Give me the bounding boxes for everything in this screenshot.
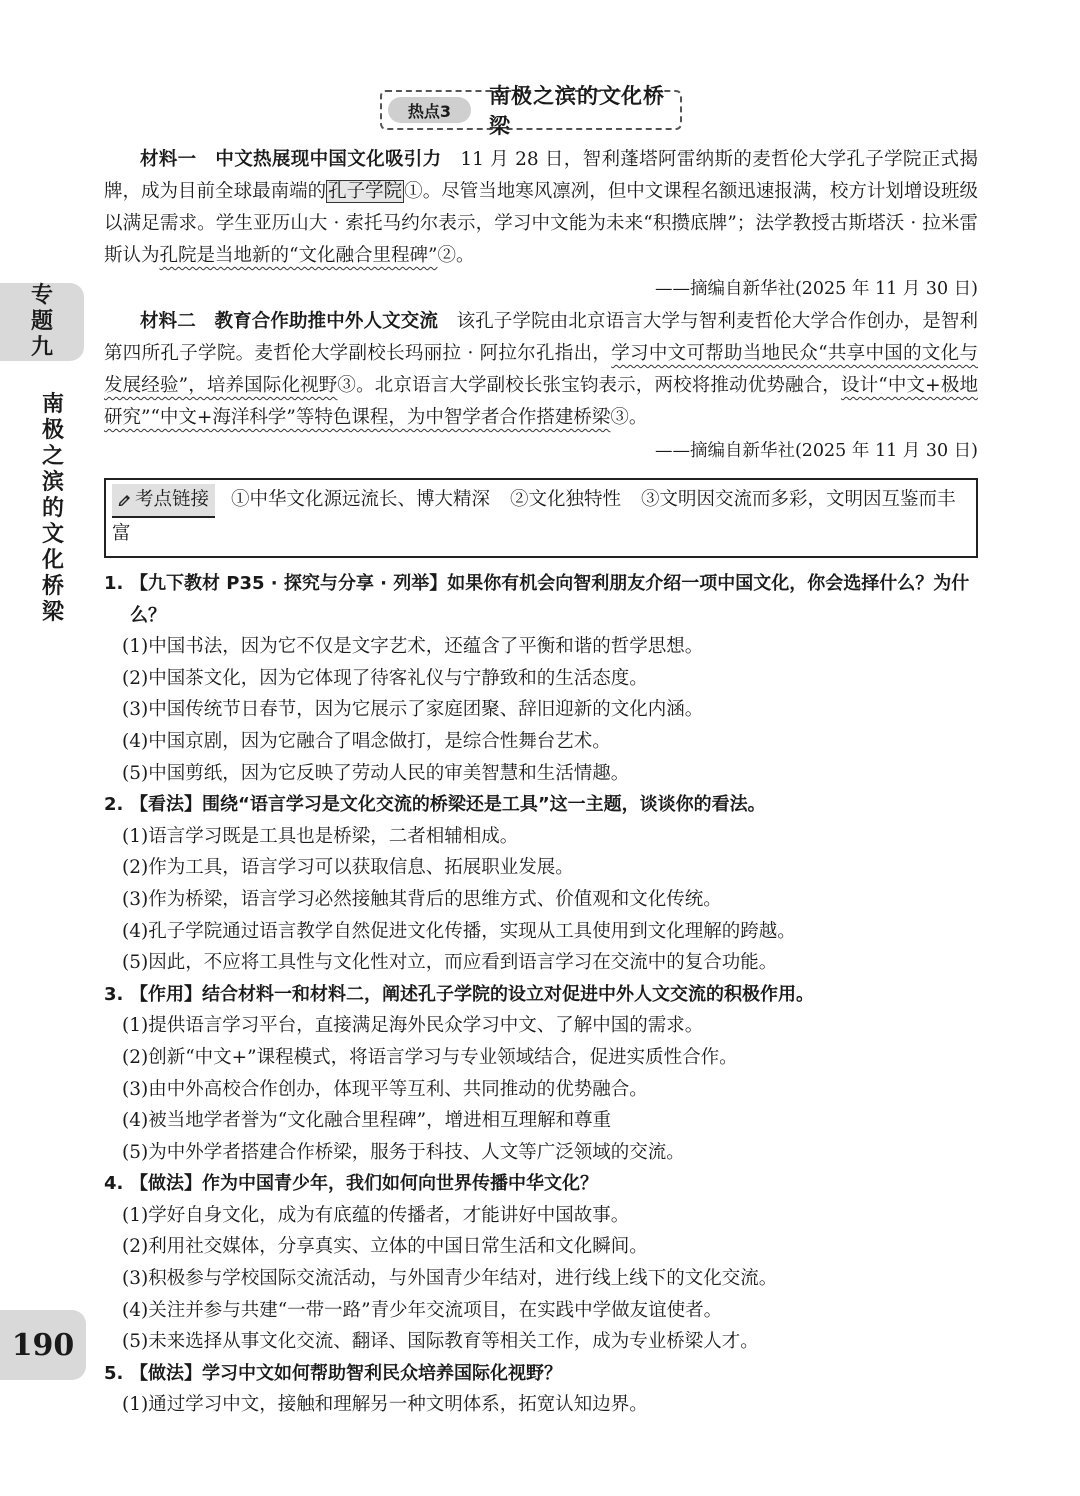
answer-item: (5)为中外学者搭建合作桥梁，服务于科技、人文等广泛领域的交流。: [122, 1141, 685, 1163]
footnote-mark: ③: [337, 375, 357, 396]
highlighted-term: 孔子学院: [328, 181, 403, 202]
material-two-text: 该孔子学院由北京语言大学与智利麦哲伦大学合作创办，是智利第四所孔子学院。麦哲伦大学副校长玛丽拉 · 阿拉尔孔指出，: [104, 311, 978, 364]
material-two-text: 。: [628, 407, 648, 428]
answer-item: (4)中国京剧，因为它融合了唱念做打，是综合性舞台艺术。: [122, 730, 611, 752]
material-two-source: ——摘编自新华社(2025 年 11 月 30 日): [654, 441, 978, 461]
side-title-char: 化: [41, 548, 64, 573]
footnote-mark: ①: [404, 181, 423, 202]
answer-item: (2)创新“中文+”课程模式，将语言学习与专业领域结合，促进实质性合作。: [122, 1046, 738, 1068]
answer-item: (1)中国书法，因为它不仅是文字艺术，还蕴含了平衡和谐的哲学思想。: [122, 636, 704, 658]
question-block: [104, 568, 978, 789]
footnote-mark: ③: [610, 407, 629, 428]
question-number: 4.: [104, 1173, 124, 1195]
footnote-mark: ②: [437, 245, 456, 266]
question-text: 【做法】作为中国青少年，我们如何向世界传播中华文化？: [130, 1173, 598, 1195]
question-title: [104, 789, 978, 821]
question-number: 2.: [104, 794, 124, 816]
answer-item: (1)学好自身文化，成为有底蕴的传播者，才能讲好中国故事。: [122, 1204, 630, 1226]
question-text: 【做法】学习中文如何帮助智利民众培养国际化视野？: [130, 1362, 562, 1384]
topic-char: 题: [30, 309, 53, 334]
answer-item: (2)利用社交媒体，分享真实、立体的中国日常生活和文化瞬间。: [122, 1236, 648, 1258]
knowledge-point: ③文明因交流而多彩，文明因互鉴而丰富: [112, 489, 956, 544]
page-number: 190: [0, 1310, 86, 1380]
topic-tab: [0, 283, 84, 361]
question-title: [104, 979, 978, 1011]
side-title-char: 的: [41, 496, 64, 521]
answer-item: (1)通过学习中文，接触和理解另一种文明体系，拓宽认知边界。: [122, 1394, 648, 1416]
material-two: [104, 306, 978, 434]
wavy-underlined-text: 孔院是当地新的“文化融合里程碑”: [159, 245, 438, 266]
question-title: [104, 568, 978, 631]
side-title-char: 桥: [41, 574, 64, 599]
answer-item: (2)作为工具，语言学习可以获取信息、拓展职业发展。: [122, 857, 574, 879]
material-one-text: 11 月 28 日，智利蓬塔阿雷纳斯的麦哲伦大学孔子学院正式揭牌，成为目前全球最南端的: [104, 149, 978, 202]
question-number: 3.: [104, 983, 124, 1005]
side-title-char: 滨: [41, 470, 64, 495]
answer-item: (3)作为桥梁，语言学习必然接触其背后的思维方式、价值观和文化传统。: [122, 888, 722, 910]
answer-item: (1)语言学习既是工具也是桥梁，二者相辅相成。: [122, 825, 519, 847]
hot-badge: 热点3: [388, 97, 471, 123]
question-title: [104, 1168, 978, 1200]
knowledge-point: ①中华文化源远流长、博大精深: [231, 489, 491, 510]
question-title: [104, 1358, 978, 1390]
question-number: 5.: [104, 1362, 124, 1384]
section-header: [380, 84, 682, 138]
answer-item: (3)积极参与学校国际交流活动，与外国青少年结对，进行线上线下的文化交流。: [122, 1268, 778, 1290]
side-title-char: 极: [41, 418, 64, 443]
material-one-source: ——摘编自新华社(2025 年 11 月 30 日): [654, 279, 978, 299]
material-one-text: 。: [455, 245, 475, 266]
knowledge-link-box: [104, 478, 978, 558]
question-text: 【作用】结合材料一和材料二，阐述孔子学院的设立对促进中外人文交流的积极作用。: [130, 983, 814, 1005]
pencil-icon: [118, 492, 132, 506]
question-block: [104, 1168, 978, 1358]
answer-item: (5)中国剪纸，因为它反映了劳动人民的审美智慧和生活情趣。: [122, 762, 630, 784]
wavy-underlined-text: 学习中文可帮助当地民众“共享中国的文化与发展经验”，培养国际化视野: [104, 343, 978, 396]
question-text: 【看法】围绕“语言学习是文化交流的桥梁还是工具”这一主题，谈谈你的看法。: [130, 794, 766, 816]
knowledge-link-label-text: 考点链接: [135, 489, 210, 510]
section-title: 南极之滨的文化桥梁: [488, 84, 665, 138]
answer-item: (4)被当地学者誉为“文化融合里程碑”，增进相互理解和尊重: [122, 1110, 612, 1132]
material-one-label: 材料一 中文热展现中国文化吸引力: [140, 149, 442, 170]
material-two-text: 。北京语言大学副校长张宝钧表示，两校将推动优势融合，: [356, 375, 841, 396]
knowledge-point: ②文化独特性: [510, 489, 622, 510]
side-title-char: 梁: [41, 600, 64, 625]
question-list: [104, 568, 978, 1421]
answer-item: (2)中国茶文化，因为它体现了待客礼仪与宁静致和的生活态度。: [122, 667, 648, 689]
side-title-char: 文: [41, 522, 64, 547]
question-block: [104, 1358, 978, 1421]
question-block: [104, 789, 978, 979]
material-one: [104, 144, 978, 272]
side-title-char: 之: [41, 444, 64, 469]
answer-item: (4)关注并参与共建“一带一路”青少年交流项目，在实践中学做友谊使者。: [122, 1299, 723, 1321]
answer-item: (3)由中外高校合作创办，体现平等互利、共同推动的优势融合。: [122, 1078, 648, 1100]
question-text: 【九下教材 P35 · 探究与分享 · 列举】如果你有机会向智利朋友介绍一项中国文化，你会选择什么？为什么？: [130, 573, 970, 626]
answer-item: (4)孔子学院通过语言教学自然促进文化传播，实现从工具使用到文化理解的跨越。: [122, 920, 796, 942]
answer-item: (3)中国传统节日春节，因为它展示了家庭团聚、辞旧迎新的文化内涵。: [122, 699, 704, 721]
side-chapter-title: [38, 392, 68, 626]
side-title-char: 南: [41, 392, 64, 417]
question-number: 1.: [104, 573, 124, 594]
wavy-underlined-text: 设计“中文+极地研究”“中文+海洋科学”等特色课程，为中智学者合作搭建桥梁: [104, 375, 978, 428]
topic-char: 专: [30, 283, 53, 308]
answer-item: (5)因此，不应将工具性与文化性对立，而应看到语言学习在交流中的复合功能。: [122, 952, 778, 974]
topic-char: 九: [30, 335, 53, 360]
material-two-label: 材料二 教育合作助推中外人文交流: [140, 311, 438, 332]
page-content: [104, 144, 978, 1421]
material-one-text: 。尽管当地寒风凛冽，但中文课程名额迅速报满，校方计划增设班级以满足需求。学生亚历山大 · 索托马约尔表示，学习中文能为未来“积攒底牌”；法学教授古斯塔沃 · 拉米雷斯认为: [104, 181, 978, 266]
question-block: [104, 979, 978, 1169]
knowledge-link-label: [112, 484, 215, 518]
answer-item: (1)提供语言学习平台，直接满足海外民众学习中文、了解中国的需求。: [122, 1015, 704, 1037]
answer-item: (5)未来选择从事文化交流、翻译、国际教育等相关工作，成为专业桥梁人才。: [122, 1331, 759, 1353]
